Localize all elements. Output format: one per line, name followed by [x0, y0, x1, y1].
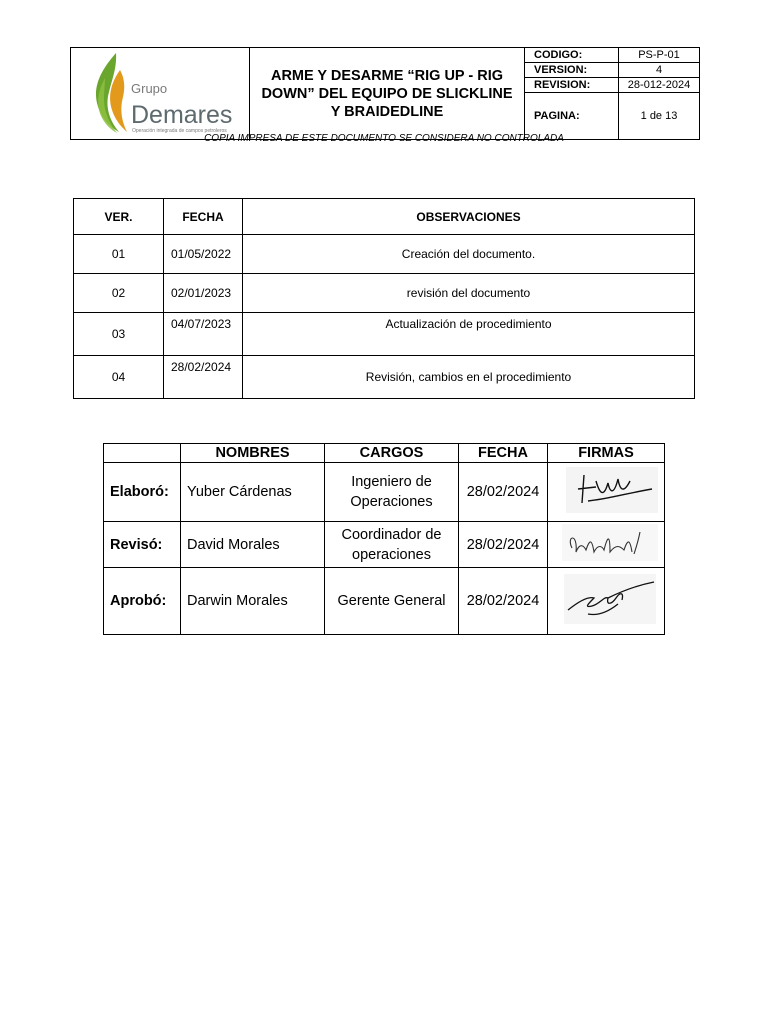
revision-history-table	[73, 198, 695, 399]
document-header	[70, 47, 700, 140]
name-cell: Darwin Morales	[181, 568, 325, 635]
ver-cell: 04	[74, 356, 164, 399]
revision-label: REVISION:	[525, 77, 619, 92]
role-cell: Aprobó:	[104, 568, 181, 635]
handwritten-signature	[548, 463, 664, 517]
table-header-row	[104, 444, 665, 463]
handwritten-signature	[548, 522, 664, 563]
table-row	[74, 356, 695, 399]
table-row	[104, 522, 665, 568]
table-row	[74, 313, 695, 356]
role-cell: Elaboró:	[104, 463, 181, 522]
cargo-cell: Coordinador de operaciones	[325, 522, 459, 568]
logo-tagline: Operación integrada de campos petroleros	[132, 128, 227, 134]
cargo-cell: Gerente General	[325, 568, 459, 635]
observaciones-cell: Revisión, cambios en el procedimiento	[243, 356, 695, 399]
name-cell: David Morales	[181, 522, 325, 568]
handwritten-signature	[548, 568, 664, 630]
version-value: 4	[619, 62, 700, 77]
observaciones-cell: Actualización de procedimiento	[243, 313, 695, 356]
approval-signatures-table	[103, 443, 665, 635]
codigo-label: CODIGO:	[525, 48, 619, 63]
document-title: ARME Y DESARME “RIG UP - RIG DOWN” DEL EQUIPO DE SLICKLINE Y BRAIDEDLINE	[250, 48, 525, 140]
logo-word-demares: Demares	[131, 101, 233, 129]
table-row	[104, 568, 665, 635]
col-header-cargos: CARGOS	[325, 444, 459, 463]
grupo-demares-logo	[71, 48, 249, 134]
codigo-value: PS-P-01	[619, 48, 700, 63]
fecha-cell: 28/02/2024	[459, 568, 548, 635]
ver-cell: 01	[74, 235, 164, 274]
version-label: VERSION:	[525, 62, 619, 77]
col-header-nombres: NOMBRES	[181, 444, 325, 463]
fecha-cell: 02/01/2023	[164, 274, 243, 313]
fecha-cell: 28/02/2024	[459, 463, 548, 522]
table-row	[74, 274, 695, 313]
revision-value: 28-012-2024	[619, 77, 700, 92]
pagina-label: PAGINA:	[525, 92, 619, 139]
name-cell: Yuber Cárdenas	[181, 463, 325, 522]
col-header-fecha: FECHA	[459, 444, 548, 463]
fecha-cell: 28/02/2024	[164, 356, 243, 399]
ver-cell: 03	[74, 313, 164, 356]
fecha-cell: 28/02/2024	[459, 522, 548, 568]
cargo-cell: Ingeniero de Operaciones	[325, 463, 459, 522]
col-header-ver: VER.	[74, 199, 164, 235]
signature-cell	[548, 463, 665, 522]
col-header-empty	[104, 444, 181, 463]
logo-word-grupo: Grupo	[131, 81, 168, 96]
uncontrolled-copy-note: COPIA IMPRESA DE ESTE DOCUMENTO SE CONSIDERA NO CONTROLADA	[204, 133, 564, 144]
observaciones-cell: Creación del documento.	[243, 235, 695, 274]
signature-cell	[548, 522, 665, 568]
logo-cell	[71, 48, 250, 140]
table-header-row	[74, 199, 695, 235]
table-row	[104, 463, 665, 522]
fecha-cell: 01/05/2022	[164, 235, 243, 274]
col-header-fecha: FECHA	[164, 199, 243, 235]
col-header-observaciones: OBSERVACIONES	[243, 199, 695, 235]
col-header-firmas: FIRMAS	[548, 444, 665, 463]
ver-cell: 02	[74, 274, 164, 313]
table-row	[74, 235, 695, 274]
role-cell: Revisó:	[104, 522, 181, 568]
fecha-cell: 04/07/2023	[164, 313, 243, 356]
pagina-value: 1 de 13	[619, 92, 700, 139]
observaciones-cell: revisión del documento	[243, 274, 695, 313]
signature-cell	[548, 568, 665, 635]
